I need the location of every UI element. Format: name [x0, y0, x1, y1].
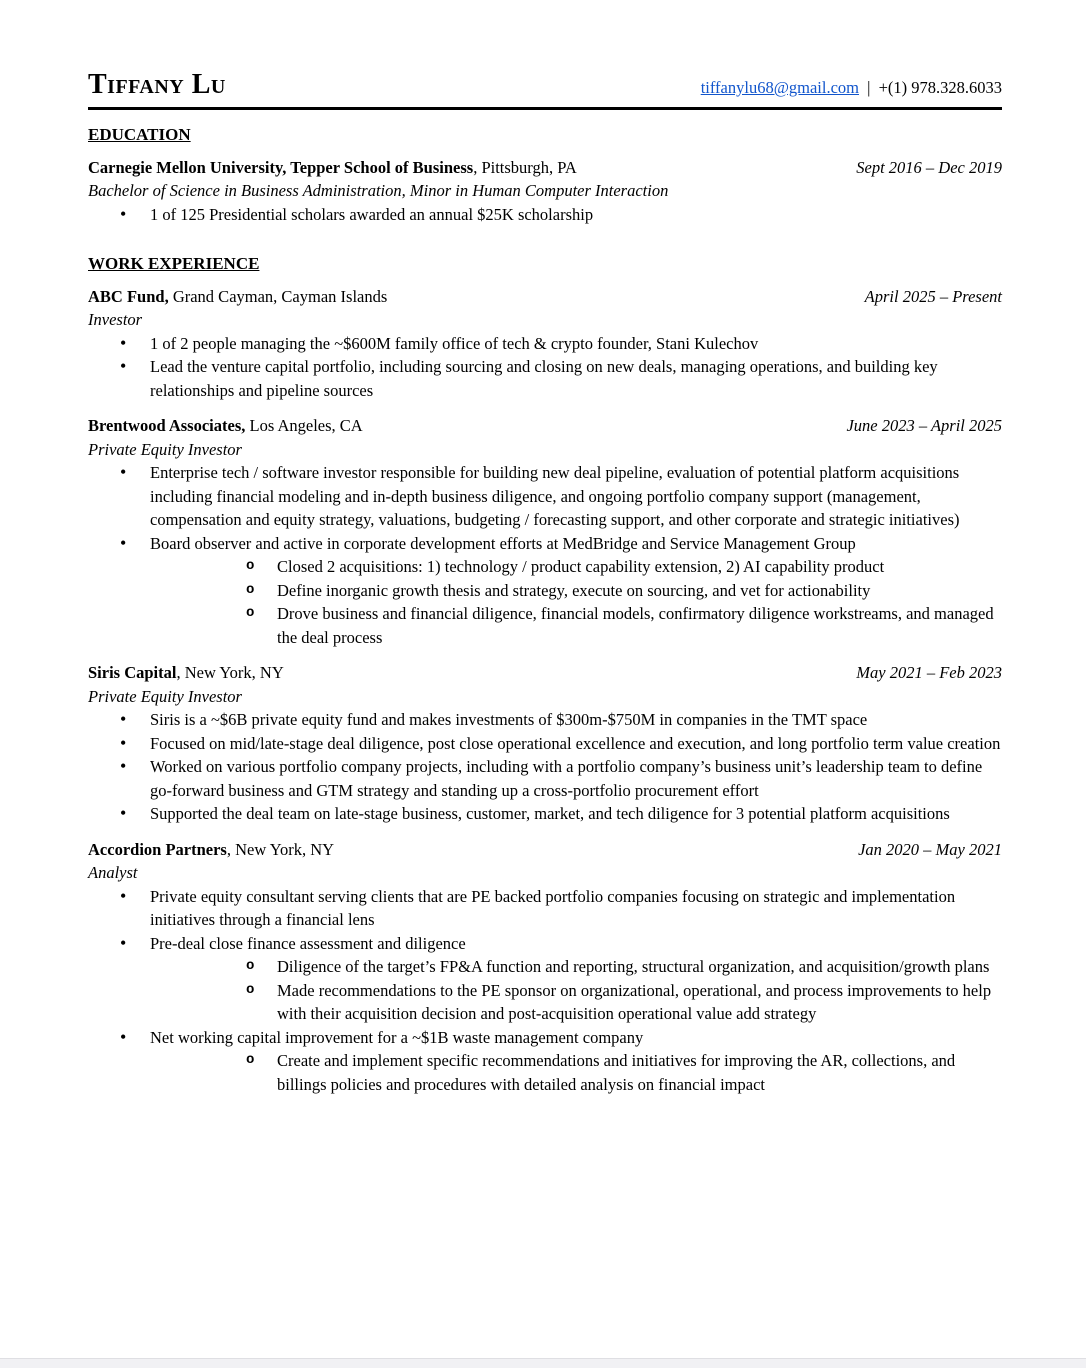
bullet-text: • Board observer and active in corporate development efforts at MedBridge and Service Management Group — [150, 533, 856, 553]
job-header-row — [88, 661, 1002, 685]
sub-bullet-item: o Made recommendations to the PE sponsor on organizational, operational, and process improvements to help with their acquisition decision and post-acquisition operational value add strategy — [150, 979, 1002, 1026]
job-entry-accordion-partners — [88, 838, 1002, 1097]
bullet-text: • Worked on various portfolio company projects, including with a portfolio company’s business unit’s leadership team to define go-forward business and GTM strategy and standing up a cross-portfolio procurement effort — [150, 757, 983, 800]
education-entry — [88, 156, 1002, 227]
resume-header — [88, 70, 1002, 110]
bullet-text: • Siris is a ~$6B private equity fund and makes investments of $300m-$750M in companies in the TMT space — [150, 710, 868, 729]
section-heading-education: EDUCATION — [88, 125, 191, 144]
bullet-item — [88, 932, 1002, 1026]
sub-bullet-item: o Diligence of the target’s FP&A function and reporting, structural organization, and acquisition/growth plans — [150, 955, 1002, 979]
education-bullet-list — [88, 203, 1002, 227]
job-role: Analyst — [88, 863, 138, 882]
bullet-item — [88, 802, 1002, 826]
education-org-line — [88, 156, 577, 180]
bullet-item — [88, 885, 1002, 932]
bullet-item — [88, 755, 1002, 802]
sub-bullet-list — [150, 555, 1002, 649]
job-org: Brentwood Associates, — [88, 416, 246, 435]
job-header-row — [88, 285, 1002, 309]
job-org-line — [88, 838, 334, 862]
job-org-line — [88, 414, 363, 438]
bullet-item — [88, 461, 1002, 532]
job-bullet-list — [88, 885, 1002, 1097]
person-name: Tiffany Lu — [88, 69, 226, 100]
sub-bullet-list — [150, 955, 1002, 1026]
job-role: Investor — [88, 310, 143, 329]
job-header-row — [88, 838, 1002, 862]
bullet-text: • Net working capital improvement for a ~$1B waste management company — [150, 1027, 644, 1047]
education-org: Carnegie Mellon University, Tepper School of Business — [88, 157, 474, 177]
bullet-item — [88, 708, 1002, 732]
bullet-item — [88, 1026, 1002, 1097]
sub-bullet-item: o Define inorganic growth thesis and strategy, execute on sourcing, and vet for actionability — [150, 579, 1002, 603]
email-link[interactable]: tiffanylu68@gmail.com — [700, 78, 860, 97]
job-role: Private Equity Investor — [88, 439, 242, 459]
job-dates: April 2025 – Present — [864, 286, 1002, 306]
bullet-text: • Lead the venture capital portfolio, including sourcing and closing on new deals, managing operations, and building key relationships and pipeline sources — [150, 357, 938, 400]
phone-number: +(1) 978.328.6033 — [878, 78, 1002, 97]
job-dates: Jan 2020 – May 2021 — [858, 839, 1002, 859]
education-dates: Sept 2016 – Dec 2019 — [856, 157, 1002, 177]
job-org-line — [88, 661, 284, 685]
bullet-text: • 1 of 2 people managing the ~$600M family office of tech & crypto founder, Stani Kulechov — [150, 333, 759, 353]
job-location: , New York, NY — [176, 663, 284, 682]
job-location: Grand Cayman, Cayman Islands — [168, 286, 388, 306]
bullet-item — [88, 203, 1002, 227]
bullet-text: • Pre-deal close finance assessment and diligence — [150, 933, 466, 953]
sub-bullet-item: o Create and implement specific recommendations and initiatives for improving the AR, collections, and billings policies and procedures with detailed analysis on financial impact — [150, 1049, 1002, 1096]
sub-bullet-item: o Drove business and financial diligence, financial models, confirmatory diligence workstreams, and managed the deal process — [150, 602, 1002, 649]
section-heading-work-experience: WORK EXPERIENCE — [88, 254, 260, 273]
job-org: Siris Capital — [88, 663, 177, 682]
job-bullet-list — [88, 332, 1002, 403]
bullet-item — [88, 355, 1002, 402]
bullet-text: • Enterprise tech / software investor responsible for building new deal pipeline, evaluation of potential platform acquisitions including financial modeling and in-depth business diligence, and ongoing portfolio company support (management, compensation and equity strategy, valuations, budgeting / forecasting support, and other corporate and strategic initiatives) — [150, 463, 960, 529]
contact-info — [701, 76, 1002, 100]
bullet-item — [88, 532, 1002, 650]
bullet-text: • 1 of 125 Presidential scholars awarded an annual $25K scholarship — [150, 204, 594, 224]
job-dates: May 2021 – Feb 2023 — [856, 663, 1002, 682]
job-role: Private Equity Investor — [88, 686, 242, 706]
education-degree: Bachelor of Science in Business Administration, Minor in Human Computer Interaction — [88, 181, 669, 200]
job-entry-siris-capital — [88, 661, 1002, 826]
page-boundary — [0, 1358, 1086, 1368]
job-org-line — [88, 285, 387, 309]
bullet-item — [88, 332, 1002, 356]
job-bullet-list — [88, 461, 1002, 649]
education-location: , Pittsburgh, PA — [473, 157, 577, 177]
job-location: Los Angeles, CA — [245, 416, 363, 435]
contact-separator: | — [867, 78, 871, 97]
job-entry-brentwood-associates — [88, 414, 1002, 649]
job-org: Accordion Partners — [88, 839, 227, 859]
job-dates: June 2023 – April 2025 — [846, 416, 1002, 435]
job-entry-abc-fund — [88, 285, 1002, 403]
sub-bullet-item: o Closed 2 acquisitions: 1) technology / product capability extension, 2) AI capability product — [150, 555, 1002, 579]
sub-bullet-list — [150, 1049, 1002, 1096]
job-header-row — [88, 414, 1002, 438]
bullet-item — [88, 732, 1002, 756]
job-bullet-list — [88, 708, 1002, 826]
bullet-text: • Supported the deal team on late-stage business, customer, market, and tech diligence for 3 potential platform acquisitions — [150, 804, 950, 823]
job-org: ABC Fund, — [88, 286, 169, 306]
bullet-text: • Private equity consultant serving clients that are PE backed portfolio companies focusing on strategic and implementation initiatives through a financial lens — [150, 886, 956, 929]
education-header-row — [88, 156, 1002, 180]
bullet-text: • Focused on mid/late-stage deal diligence, post close operational excellence and execution, and long portfolio term value creation — [150, 733, 1001, 753]
job-location: , New York, NY — [226, 839, 335, 859]
